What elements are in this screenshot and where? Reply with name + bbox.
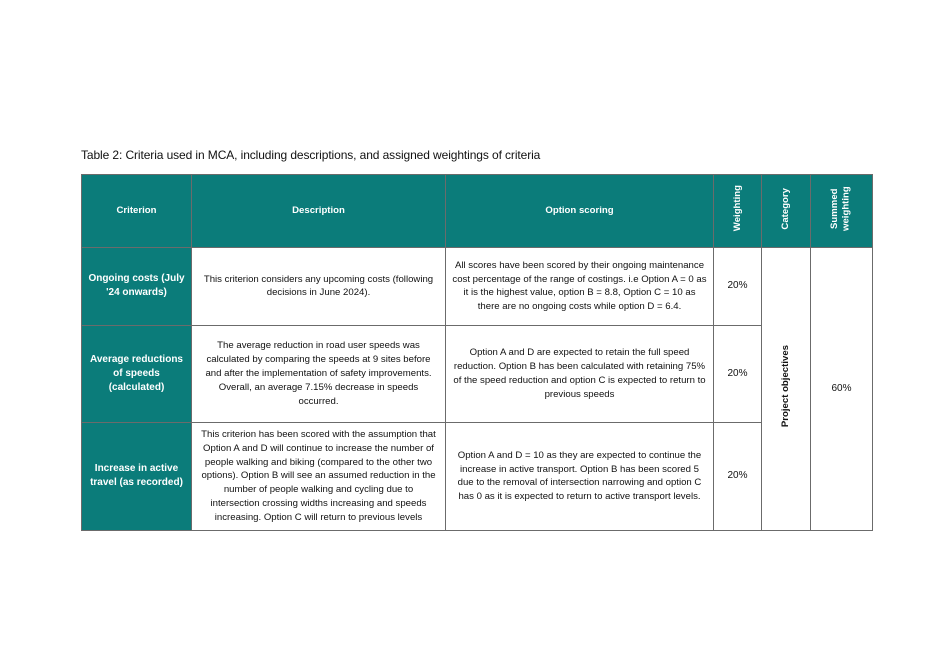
- option-scoring-cell: Option A and D are expected to retain the full speed reduction. Option B has been calculated with retaining 75% of the speed reduction and option C is expected to return to previous speeds: [446, 325, 714, 422]
- header-row: [82, 175, 873, 248]
- description-cell: This criterion has been scored with the assumption that Option A and D will continue to increase the number of people walking and biking (compared to the other two options). Option B will see an assumed reduction in the number of people walking and cycling due to intersection crossing widths increasing and speeds increasing. Option C will return to previous levels: [192, 422, 446, 530]
- summed-weighting-cell: 60%: [811, 247, 873, 530]
- weighting-cell: 20%: [714, 325, 762, 422]
- header-category-label: Category: [780, 187, 792, 230]
- option-scoring-cell: All scores have been scored by their ongoing maintenance cost percentage of the range of costings. i.e Option A = 0 as it is the highest value, option B = 8.8, Option C = 10 as there are no ongoing costs while option D = 6.4.: [446, 247, 714, 325]
- description-cell: The average reduction in road user speeds was calculated by comparing the speeds at 9 sites before and after the implementation of safety improvements. Overall, an average 7.15% decrease in speeds occurred.: [192, 325, 446, 422]
- table-row: [82, 247, 873, 325]
- header-criterion: Criterion: [82, 175, 192, 248]
- option-scoring-cell: Option A and D = 10 as they are expected to continue the increase in active transport. Option B has been scored 5 due to the removal of intersection narrowing and option C has 0 as it is expected to return to active transport levels.: [446, 422, 714, 530]
- header-option-scoring: Option scoring: [446, 175, 714, 248]
- criterion-cell: Ongoing costs (July '24 onwards): [82, 247, 192, 325]
- weighting-cell: 20%: [714, 247, 762, 325]
- header-weighting-label: Weighting: [731, 185, 743, 232]
- criteria-table: [81, 174, 873, 531]
- header-category: [762, 175, 811, 248]
- header-summed-weighting-label: Summed weighting: [828, 186, 851, 231]
- criterion-cell: Increase in active travel (as recorded): [82, 422, 192, 530]
- description-cell: This criterion considers any upcoming costs (following decisions in June 2024).: [192, 247, 446, 325]
- criterion-cell: Average reductions of speeds (calculated): [82, 325, 192, 422]
- header-weighting: [714, 175, 762, 248]
- header-summed-weighting: [811, 175, 873, 248]
- table-caption: Table 2: Criteria used in MCA, including descriptions, and assigned weightings of criteria: [81, 148, 541, 162]
- weighting-cell: 20%: [714, 422, 762, 530]
- table-row: [82, 422, 873, 530]
- header-description: Description: [192, 175, 446, 248]
- category-label: Project objectives: [780, 345, 792, 428]
- category-cell: [762, 247, 811, 530]
- table-row: [82, 325, 873, 422]
